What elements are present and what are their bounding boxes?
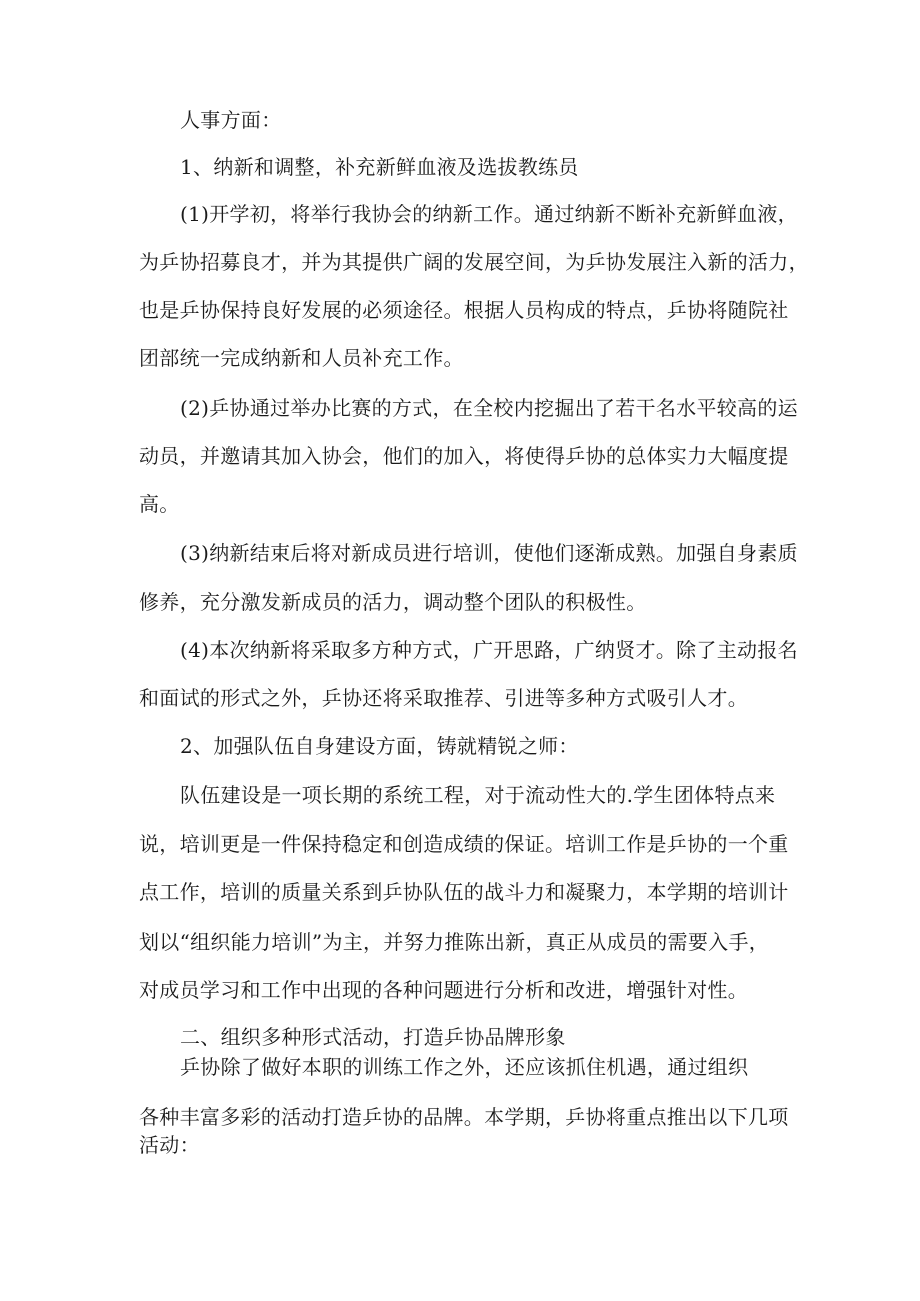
paragraph-line: 也是乒协保持良好发展的必须途径。根据人员构成的特点，乒协将随院社 [139, 298, 789, 322]
paragraph-line: 点工作，培训的质量关系到乒协队伍的战斗力和凝聚力，本学期的培训计 [139, 880, 789, 904]
paragraph-line: 队伍建设是一项长期的系统工程，对于流动性大的.学生团体特点来 [180, 783, 776, 807]
paragraph-line: (4)本次纳新将采取多方种方式，广开思路，广纳贤才。除了主动报名 [180, 638, 798, 662]
paragraph-line: (1)开学初，将举行我协会的纳新工作。通过纳新不断补充新鲜血液， [180, 202, 798, 226]
paragraph-line: 修养，充分激发新成员的活力，调动整个团队的积极性。 [139, 590, 647, 614]
paragraph-line: 说，培训更是一件保持稳定和创造成绩的保证。培训工作是乒协的一个重 [139, 832, 789, 856]
paragraph-line: 对成员学习和工作中出现的各种问题进行分析和改进，增强针对性。 [139, 978, 748, 1002]
paragraph-line: 划以“组织能力培训”为主，并努力推陈出新，真正从成员的需要入手， [139, 930, 770, 954]
subheading-recruitment: 1、纳新和调整，补充新鲜血液及选拔教练员 [180, 155, 579, 179]
paragraph-line: (3)纳新结束后将对新成员进行培训，使他们逐渐成熟。加强自身素质 [180, 541, 798, 565]
paragraph-line: 活动： [139, 1133, 200, 1157]
paragraph-line: 团部统一完成纳新和人员补充工作。 [139, 346, 464, 370]
subheading-team-building: 2、加强队伍自身建设方面，铸就精锐之师： [180, 734, 579, 758]
section-heading-personnel: 人事方面： [180, 108, 282, 132]
paragraph-line: 各种丰富多彩的活动打造乒协的品牌。本学期，乒协将重点推出以下几项 [139, 1105, 789, 1129]
section-heading-activities: 二、组织多种形式活动，打造乒协品牌形象 [180, 1025, 566, 1049]
paragraph-line: 动员，并邀请其加入协会，他们的加入，将使得乒协的总体实力大幅度提 [139, 444, 789, 468]
paragraph-line: (2)乒协通过举办比赛的方式，在全校内挖掘出了若干名水平较高的运 [180, 396, 798, 420]
paragraph-line: 和面试的形式之外，乒协还将采取推荐、引进等多种方式吸引人才。 [139, 686, 748, 710]
paragraph-line: 为乒协招募良才，并为其提供广阔的发展空间，为乒协发展注入新的活力， [139, 250, 809, 274]
paragraph-line: 乒协除了做好本职的训练工作之外，还应该抓住机遇，通过组织 [180, 1055, 749, 1079]
paragraph-line: 高。 [139, 492, 180, 516]
